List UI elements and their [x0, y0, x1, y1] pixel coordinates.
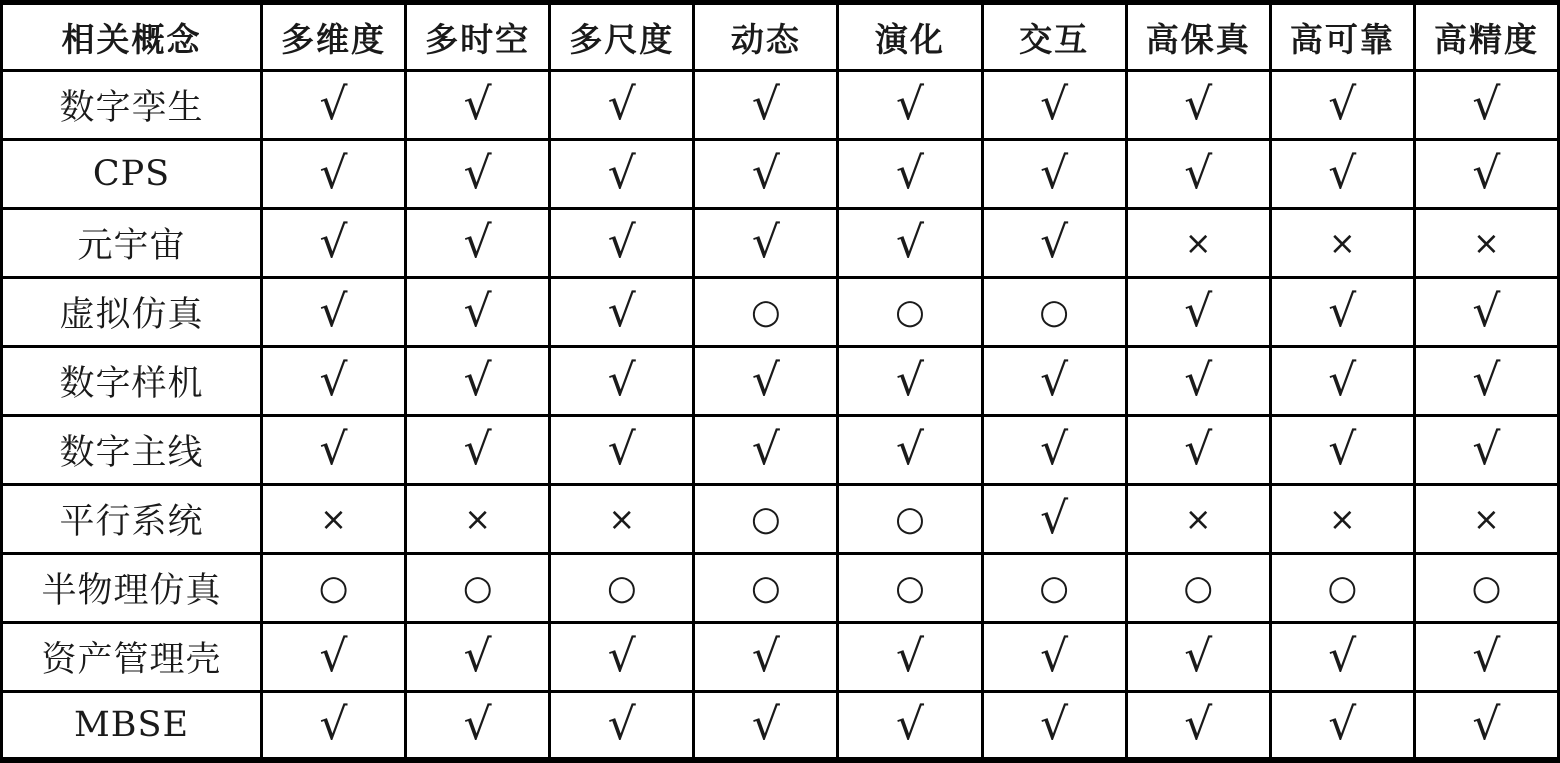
- header-cell-attribute: 演化: [838, 3, 982, 71]
- matrix-cell: ×: [406, 485, 550, 554]
- concept-label: 平行系统: [2, 485, 262, 554]
- matrix-cell: √: [694, 623, 838, 692]
- matrix-cell: √: [982, 209, 1126, 278]
- matrix-cell: √: [694, 71, 838, 140]
- concept-label: 数字样机: [2, 347, 262, 416]
- table-row: [2, 692, 1559, 761]
- matrix-cell: √: [982, 623, 1126, 692]
- matrix-cell: √: [838, 209, 982, 278]
- matrix-cell: √: [1270, 278, 1414, 347]
- matrix-cell: ○: [1414, 554, 1558, 623]
- matrix-cell: √: [694, 692, 838, 761]
- matrix-cell: √: [1126, 623, 1270, 692]
- matrix-cell: ○: [694, 485, 838, 554]
- table-row: [2, 623, 1559, 692]
- matrix-cell: √: [838, 623, 982, 692]
- matrix-cell: √: [1270, 71, 1414, 140]
- matrix-cell: ○: [838, 485, 982, 554]
- table-row: [2, 485, 1559, 554]
- matrix-cell: √: [982, 347, 1126, 416]
- concept-label: 半物理仿真: [2, 554, 262, 623]
- matrix-cell: √: [982, 71, 1126, 140]
- table-row: [2, 554, 1559, 623]
- matrix-cell: √: [406, 71, 550, 140]
- matrix-cell: √: [1270, 347, 1414, 416]
- matrix-cell: √: [1126, 692, 1270, 761]
- matrix-cell: √: [1414, 692, 1558, 761]
- header-cell-attribute: 交互: [982, 3, 1126, 71]
- matrix-cell: √: [550, 71, 694, 140]
- matrix-cell: √: [550, 140, 694, 209]
- matrix-cell: ×: [1270, 209, 1414, 278]
- matrix-cell: √: [1414, 140, 1558, 209]
- matrix-cell: ×: [550, 485, 694, 554]
- matrix-cell: √: [694, 416, 838, 485]
- concept-label: 元宇宙: [2, 209, 262, 278]
- matrix-cell: ×: [1270, 485, 1414, 554]
- matrix-cell: √: [550, 416, 694, 485]
- matrix-cell: √: [406, 416, 550, 485]
- matrix-cell: ○: [262, 554, 406, 623]
- matrix-cell: ×: [1414, 485, 1558, 554]
- matrix-cell: √: [406, 347, 550, 416]
- matrix-cell: √: [1414, 278, 1558, 347]
- matrix-cell: √: [1270, 623, 1414, 692]
- header-cell-attribute: 高可靠: [1270, 3, 1414, 71]
- matrix-cell: ○: [982, 554, 1126, 623]
- matrix-cell: √: [838, 71, 982, 140]
- matrix-cell: ○: [694, 554, 838, 623]
- matrix-cell: √: [982, 140, 1126, 209]
- header-cell-attribute: 高精度: [1414, 3, 1558, 71]
- header-cell-attribute: 高保真: [1126, 3, 1270, 71]
- matrix-cell: √: [550, 347, 694, 416]
- header-cell-concept: 相关概念: [2, 3, 262, 71]
- matrix-cell: √: [694, 209, 838, 278]
- matrix-cell: √: [550, 278, 694, 347]
- table-row: [2, 71, 1559, 140]
- matrix-cell: √: [262, 416, 406, 485]
- matrix-cell: √: [838, 692, 982, 761]
- matrix-cell: √: [406, 623, 550, 692]
- header-cell-attribute: 多时空: [406, 3, 550, 71]
- matrix-cell: √: [838, 347, 982, 416]
- matrix-cell: √: [550, 623, 694, 692]
- matrix-cell: √: [406, 692, 550, 761]
- header-cell-attribute: 动态: [694, 3, 838, 71]
- table-row: [2, 209, 1559, 278]
- matrix-cell: √: [406, 140, 550, 209]
- matrix-cell: √: [262, 209, 406, 278]
- matrix-cell: √: [262, 347, 406, 416]
- matrix-cell: ○: [838, 278, 982, 347]
- matrix-cell: √: [1126, 140, 1270, 209]
- matrix-cell: √: [1414, 623, 1558, 692]
- matrix-cell: ×: [1126, 485, 1270, 554]
- matrix-cell: √: [406, 209, 550, 278]
- matrix-cell: √: [1270, 692, 1414, 761]
- matrix-cell: ○: [838, 554, 982, 623]
- matrix-cell: √: [550, 209, 694, 278]
- concept-label: 数字孪生: [2, 71, 262, 140]
- header-cell-attribute: 多尺度: [550, 3, 694, 71]
- matrix-cell: √: [982, 485, 1126, 554]
- matrix-cell: √: [982, 416, 1126, 485]
- matrix-cell: √: [1414, 71, 1558, 140]
- table-row: [2, 347, 1559, 416]
- matrix-cell: ×: [1414, 209, 1558, 278]
- matrix-cell: ○: [550, 554, 694, 623]
- matrix-cell: √: [1270, 140, 1414, 209]
- matrix-cell: √: [838, 140, 982, 209]
- concept-label: 数字主线: [2, 416, 262, 485]
- matrix-cell: √: [982, 692, 1126, 761]
- table-row: [2, 140, 1559, 209]
- table-row: [2, 278, 1559, 347]
- matrix-cell: √: [550, 692, 694, 761]
- matrix-cell: ○: [1270, 554, 1414, 623]
- matrix-cell: √: [406, 278, 550, 347]
- matrix-cell: ○: [406, 554, 550, 623]
- concept-label: 资产管理壳: [2, 623, 262, 692]
- matrix-cell: √: [694, 347, 838, 416]
- concept-label: 虚拟仿真: [2, 278, 262, 347]
- matrix-cell: √: [1270, 416, 1414, 485]
- header-cell-attribute: 多维度: [262, 3, 406, 71]
- concept-label: MBSE: [2, 692, 262, 761]
- matrix-cell: √: [1126, 278, 1270, 347]
- matrix-cell: √: [1414, 416, 1558, 485]
- matrix-cell: √: [262, 623, 406, 692]
- matrix-cell: ○: [982, 278, 1126, 347]
- matrix-cell: √: [1126, 347, 1270, 416]
- header-row: [2, 3, 1559, 71]
- matrix-cell: √: [262, 692, 406, 761]
- matrix-cell: √: [1126, 416, 1270, 485]
- matrix-cell: √: [262, 278, 406, 347]
- matrix-cell: √: [838, 416, 982, 485]
- matrix-cell: √: [694, 140, 838, 209]
- matrix-cell: ×: [262, 485, 406, 554]
- matrix-cell: √: [1414, 347, 1558, 416]
- table-row: [2, 416, 1559, 485]
- matrix-cell: ○: [694, 278, 838, 347]
- matrix-cell: ×: [1126, 209, 1270, 278]
- matrix-cell: ○: [1126, 554, 1270, 623]
- matrix-cell: √: [262, 71, 406, 140]
- matrix-cell: √: [1126, 71, 1270, 140]
- concept-label: CPS: [2, 140, 262, 209]
- matrix-cell: √: [262, 140, 406, 209]
